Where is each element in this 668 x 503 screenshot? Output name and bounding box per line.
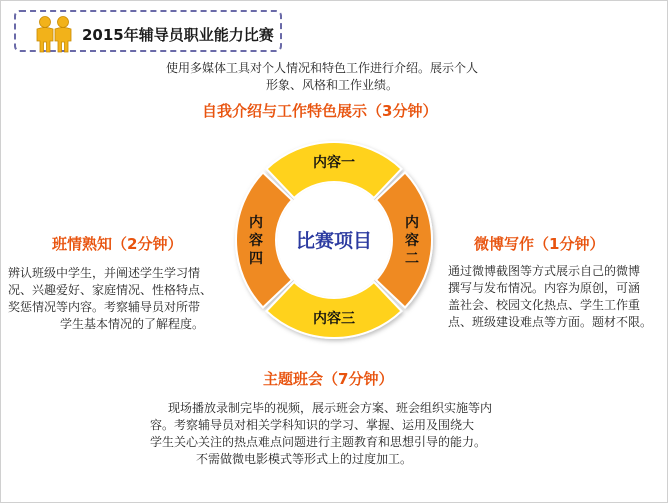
heading-left: 班情熟知（2分钟） xyxy=(52,235,183,253)
right-desc-line: 通过微博截图等方式展示自己的微博 xyxy=(448,264,641,278)
right-desc-line: 点、班级建设难点等方面。题材不限。 xyxy=(448,315,653,329)
segment-label-left: 内容四 xyxy=(249,215,263,267)
right-desc-line: 撰写与发布情况。内容为原创，可涵 xyxy=(448,281,641,295)
center-label: 比赛项目 xyxy=(295,230,373,252)
right-desc-line: 盖社会、校园文化热点、学生工作重 xyxy=(448,298,641,312)
heading-top: 自我介绍与工作特色展示（3分钟） xyxy=(202,102,438,120)
left-desc-line: 奖惩情况等内容。考察辅导员对所带 xyxy=(8,300,201,314)
page-title: 2015年辅导员职业能力比赛 xyxy=(82,26,274,44)
segment-label-top: 内容一 xyxy=(313,155,355,171)
bottom-desc-line: 不需做微电影模式等形式上的过度加工。 xyxy=(196,452,413,466)
bottom-desc-line: 学生关心关注的热点难点问题进行主题教育和思想引导的能力。 xyxy=(150,435,487,449)
top-desc-line: 形象、风格和工作业绩。 xyxy=(266,78,399,92)
segment-label-right: 内容二 xyxy=(405,215,419,267)
heading-right: 微博写作（1分钟） xyxy=(474,235,605,253)
segment-label-bottom: 内容三 xyxy=(313,311,355,327)
left-desc-line: 况、兴趣爱好、家庭情况、性格特点、 xyxy=(8,283,213,297)
top-desc-line: 使用多媒体工具对个人情况和特色工作进行介绍。展示个人 xyxy=(166,61,479,75)
bottom-desc-line: 现场播放录制完毕的视频，展示班会方案、班会组织实施等内 xyxy=(168,401,493,415)
left-desc-line: 学生基本情况的了解程度。 xyxy=(60,317,205,331)
left-desc-line: 辨认班级中学生，并阐述学生学习情 xyxy=(8,266,201,280)
bottom-desc-line: 容。考察辅导员对相关学科知识的学习、掌握、运用及围绕大 xyxy=(150,418,475,432)
heading-bottom: 主题班会（7分钟） xyxy=(263,370,394,388)
